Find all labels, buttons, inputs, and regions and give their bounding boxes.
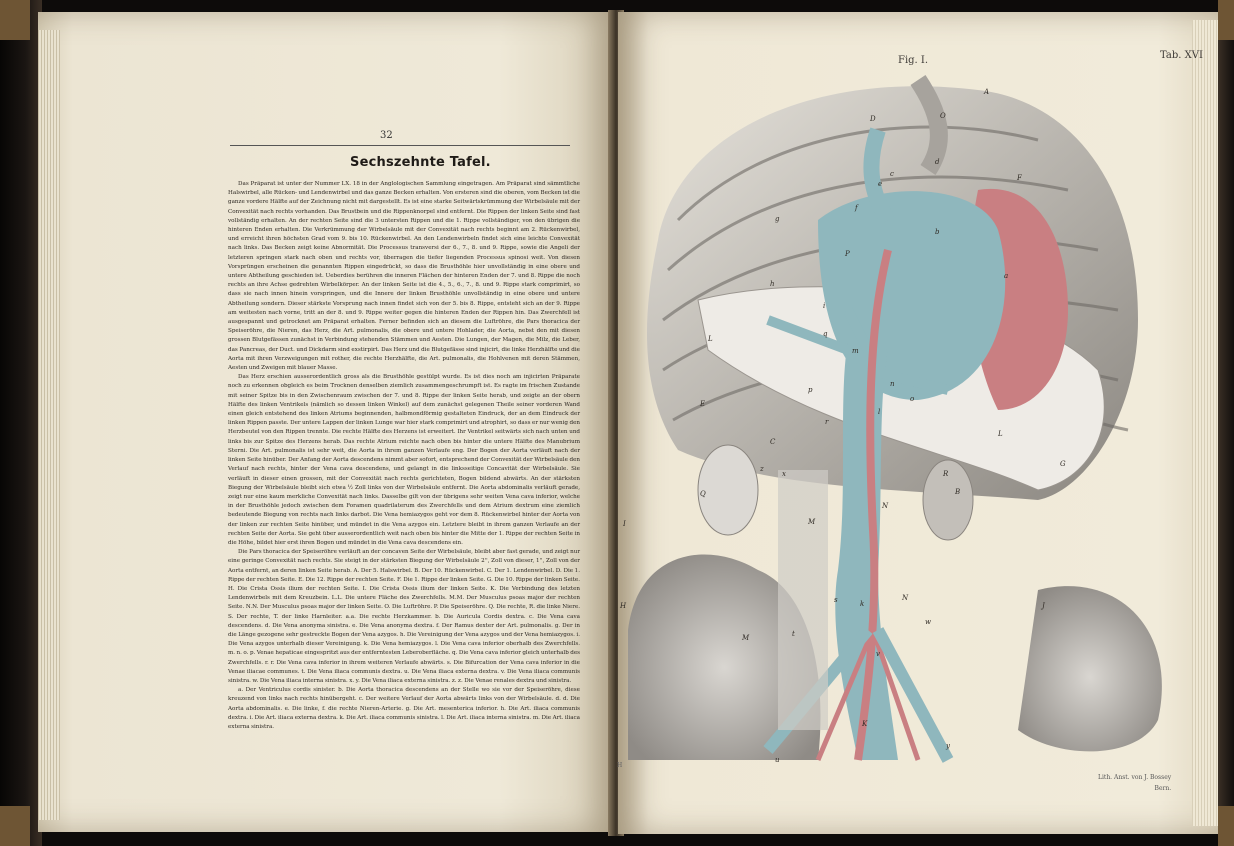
figure-mark: H [617, 762, 623, 769]
book-cover-right [1218, 0, 1234, 846]
letter-label: O [940, 112, 946, 120]
letter-label: E [700, 400, 706, 408]
kidney-right [698, 445, 758, 535]
letter-label: o [910, 395, 915, 403]
letter-label: r [825, 418, 829, 426]
letter-label: q [823, 330, 828, 338]
cover-corner-bottom-left [0, 806, 30, 846]
letter-label: h [770, 280, 775, 288]
letter-label: I [623, 520, 626, 528]
header-rule [230, 145, 570, 146]
letter-label: L [998, 430, 1003, 438]
letter-label: Q [700, 490, 706, 498]
cover-corner-top-right [1218, 0, 1234, 40]
anatomical-illustration [618, 70, 1218, 770]
letter-label: M [742, 634, 750, 642]
credit-line: Lith. Anst. von J. Bossey [1098, 774, 1172, 781]
page-number: 32 [380, 130, 393, 141]
credit-line: Bern. [1154, 785, 1172, 792]
letter-label: N [902, 594, 909, 602]
letter-label: x [782, 470, 786, 478]
letter-label: G [1060, 460, 1066, 468]
letter-label: J [1042, 602, 1045, 610]
cover-corner-top-left [0, 0, 30, 40]
letter-label: d [935, 158, 940, 166]
book-cover-left [0, 0, 42, 846]
letter-label: L [708, 335, 713, 343]
letter-label: b [935, 228, 940, 236]
letter-label: w [925, 618, 931, 626]
letter-label: e [878, 180, 883, 188]
letter-label: B [955, 488, 961, 496]
paragraph: Das Präparat ist unter der Nummer LX. 18 in der Anglologischen Sammlung eingetragen. Am Präparat sind sämmtliche Halswirbel, alle Rücken- und Lendenwirbel und das ganze Becken erhalten. Von ersteren sind die oberen, vom Becken ist die ganze vordere Hälfte auf der Zeichnung nicht mit dargestellt. Es ist eine starke Seitwärtskrümmung der Wirbelsäule mit der Convexität nach rechts vorhanden. Das Brustbein und die Rippenknorpel sind entfernt. Die Rippen der linken Seite sind fast vollständig erhalten. An der rechten Seite sind die 3 untersten Rippen und die 1. Rippe vollständiger, von den übrigen die hinteren Enden erhalten. Die Verkrümmung der Wirbelsäule mit der Convexität nach rechts beginnt am 2. Rückenwirbel, und erreicht ihren höchsten Grad vom 9. bis 10. Rückenwirbel. An den Lendenwirbeln findet sich eine leichte Convexität nach links. Das Becken zeigt keine Abnormität. Die Processus transversi der 6., 7., 8. und 9. Rippe, sowie die Angeli der letzteren springen stark nach oben und rechts vor, überragen die tiefer liegenden Processus spinosi weit. Von diesen Vorsprüngen erscheinen die genannten Rippen eingedrückt, so dass die Brusthöhle hier unvollständig in eine obere und untere Abtheilung geschieden ist. Ueberdies berühren die inneren Flächen der hinteren Enden der 7. und 8. Rippe die noch rechts an ihre Achse gedrehten Wirbelkörper. An der linken Seite ist die 4., 5., 6., 7., 8. und 9. Rippe stark comprimirt, so dass sie nach innen hinein vorspringen, und die Innere der linken Brusthöhle unvollständig in eine obere und untere Abtheilung sondern. Dieser stärkste Vorsprung nach innen findet sich von der 5. bis 8. Rippe, entsteht sich an der 9. Rippe am weitesten nach vorne, tritt an der 8. und 9. Rippe weiter gegen die hinteren Enden der Rippen hin. Das Zwerchfell ist ausgespannt und getrocknet am Präparat erhalten. Ferner befinden sich an diesem die Luftröhre, die Pars thoracica der Speiseröhre, die Nieren, das Herz, die Art. pulmonalis, die obere und untere Hohlader, die Aorta, nebst den mit diesen grossen Blutgefässen zunächst in Verbindung stehenden Stämmen und Aesten. Die Lungen, der Magen, die Milz, die Leber, das Pancreas, der Duct. und Dickdarm sind exstirpirt. Das Herz und die Blutgefässe sind injicirt, die linke Herzhälfte und die Aorta mit ihren Verzweigungen mit rother, die rechte Herzhälfte, die Art. pulmonalis, die Hohlvenen mit deren Stämmen, Aesten und Zweigen mit blauer Masse. [228, 181, 580, 372]
letter-label: C [770, 438, 776, 446]
plate-number: Tab. XVI [1160, 50, 1203, 61]
letter-label: u [775, 756, 780, 764]
spine [778, 470, 828, 730]
page-title: Sechszehnte Tafel. [350, 155, 491, 170]
letter-label: R [943, 470, 949, 478]
letter-label: M [808, 518, 816, 526]
paragraph: Die Pars thoracica der Speiseröhre verläuft an der concaven Seite der Wirbelsäule, bleibt aber fast gerade, und zeigt nur eine geringe Convexität nach rechts. Sie steigt in der stärksten Biegung der Wirbelsäule 2'', Zoll von dieser, 1'', Zoll von der Aorta entfernt, an deren linken Seite herab. A. Der 5. Halswirbel. B. Der 10. Rückenwirbel. C. Der 1. Lendenwirbel. D. Die 1. Rippe der rechten Seite. E. Die 12. Rippe der rechten Seite. F. Die 1. Rippe der linken Seite. G. Die 10. Rippe der linken Seite. H. Die Crista Ossis ilium der rechten Seite. I. Die Crista Ossis ilium der linken Seite. K. Die Verbindung des letzten Lendenwirbels mit dem Kreuzbein. L.L. Die untere Fläche des Zwerchfells. M.M. Der Musculus psoas major der rechten Seite. N.N. Der Musculus psoas major der linken Seite. O. Die Luftröhre. P. Die Speiseröhre. Q. Die rechte, R. die linke Niere. S. Der rechte, T. der linke Harnleiter. a.a. Die rechte Herzkammer. b. Die Auricula Cordis dextra. c. Die Vena cava descendens. d. Die Vena anonyma sinistra. e. Die Vena anonyma dextra. f. Der Ramus dexter der Art. pulmonalis. g. Der in die Länge gezogene sehr gestreckte Bogen der Vena azygos. h. Die Vereinigung der Vena azygos und der Vena hemiazygos. i. Die Vena azygos unterhalb dieser Vereinigung. k. Die Vena hemiazygos. l. Die Vena cava inferior oberhalb des Zwerchfells. m. n. o. p. Venae hepaticae eingespritzt aus der entferntesten Leberoberfläche. q. Die Vena cava inferior gleich unterhalb des Zwerchfells. r. r. Die Vena cava inferior in ihrem weiteren Verlaufe abwärts. s. Die Bifurcation der Vena cava inferior in die Venae iliacae communes. t. Die Vena iliaca communis dextra. u. Die Vena iliaca externa dextra. v. Die Vena iliaca communis sinistra. w. Die Vena iliaca interna sinistra. x. y. Die Vena iliaca externa sinistra. z. z. Die Venae renales dextra und sinistra. [228, 549, 581, 684]
letter-label: v [876, 650, 880, 658]
letter-label: N [882, 502, 889, 510]
cover-corner-bottom-right [1218, 806, 1234, 846]
letter-label: H [620, 602, 627, 610]
letter-label: l [878, 408, 881, 416]
paragraph: a. Der Ventriculus cordis sinister. b. Die Aorta thoracica descendens an der Stelle wo sie vor der Speiseröhre, diese kreuzend von links nach rechts hinübergeht. c. Der weitere Verlauf der Aorta abwärts links von der Wirbelsäule. d. d. Die Aorta abdominalis. e. Die linke, f. die rechte Nieren-Arterie. g. Die Art. mesenterica inferior. h. Die Art. iliaca communis dextra. i. Die Art. iliaca externa dextra. k. Die Art. iliaca communis sinistra. l. Die Art. iliaca interna sinistra. m. Die Art. iliaca externa sinistra. [228, 687, 580, 730]
letter-label: n [890, 380, 895, 388]
letter-label: g [775, 215, 780, 223]
letter-label: k [860, 600, 865, 608]
letter-label: P [845, 250, 850, 258]
letter-label: c [890, 170, 894, 178]
paragraph: Das Herz erschien ausserordentlich gross als die Brusthöhle gestülpt wurde. Es ist dies noch am injicirten Präparate noch zu erkennen obgleich es beim Trocknen denselben ziemlich zusammengeschrumpft ist. Es ragte im frischen Zustande mit seiner Spitze bis in den Zwischenraum zwischen der 7. und 8. Rippe der linken Seite herab, und zeigte an der obern Hälfte des linken Ventrikels (nämlich so dessen linken Winkel) auf dem zunächst gelegenen Theile seiner vorderen Wand einen gleich entstehend des linken Atriums beginnenden, halbmondförmig gestalteten Eindruck, der an dem Eindruck der linken Rippen passte. Der untere Lappen der linken Lunge war hier stark comprimirt und atrophirt, so dass er nur wenig den Herzbeutel von den Rippen trennte. Die rechte Hälfte des Herzens ist erweitert. Ihr Ventrikel seitwärts sich nach unten und links bis zur Spitze des Herzens herab. Das rechte Atrium reichte nach oben bis hinter die untere Hälfte des Manubrium Sterni. Die Art. pulmonalis ist sehr weit, die Aorta in ihrem ganzen Verlaufe eng. Der Bogen der Aorta verläuft nach der linken Seite hinüber. Der Anfang der Aorta descendens nimmt aber sofort, entsprechend der Convexität der Wirbelsäule den Verlauf nach rechts, hinter der Vena cava descendens, und gelangt in die linksseitige Concavität der Wirbelsäule. Sie verläuft in dieser einen grossen, mit der Convexität nach rechts gerichteten, Bogen bildend abwärts. An der stärksten Biegung der Wirbelsäule bleibt sich etwa ½ Zoll links von der Wirbelsäule entfernt. Die Aorta abdominalis verläuft gerade, zeigt nur eine kaum merkliche Convexität nach links. Dasselbe gilt von der übrigens sehr weiten Vena cava inferior, welche in der Brusthöhle jedoch zwischen dem Foramen quadrilaterum des Zwerchfells und dem Atrium dextrum eine ziemlich bedeutende Biegung von rechts nach links darbot. Die Vena hemiazygos geht vor dem 8. Rückenwirbel hinter der Aorta von der linken zur rechten Seite hinüber, und mündet in die Vena azygos ein. Letztere bleibt in ihrem ganzen Verlaufe an der rechten Seite der Aorta. Sie geht über ausserordentlich weit nach oben bis hinter die Mitte der 1. Rippe der rechten Seite in die Höhe, bildet hier erst ihren Bogen und mündet in die Vena cava descendens ein. [228, 374, 580, 546]
page-edges-left [38, 30, 60, 820]
letter-label: z [760, 465, 764, 473]
letter-label: a [1004, 272, 1009, 280]
letter-label: m [852, 347, 859, 355]
letter-label: D [870, 115, 876, 123]
pelvis-right [1018, 586, 1162, 751]
letter-label: f [855, 204, 858, 212]
lithographer-credit [1098, 772, 1171, 794]
letter-label: s [834, 596, 838, 604]
letter-label: y [946, 742, 950, 750]
figure-label: Fig. I. [898, 55, 929, 66]
letter-label: i [823, 302, 826, 310]
letter-label: A [984, 88, 990, 96]
letter-label: K [862, 720, 868, 728]
letter-label: F [1017, 174, 1022, 182]
page-body [228, 180, 580, 732]
letter-label: p [808, 386, 813, 394]
letter-label: t [792, 630, 795, 638]
